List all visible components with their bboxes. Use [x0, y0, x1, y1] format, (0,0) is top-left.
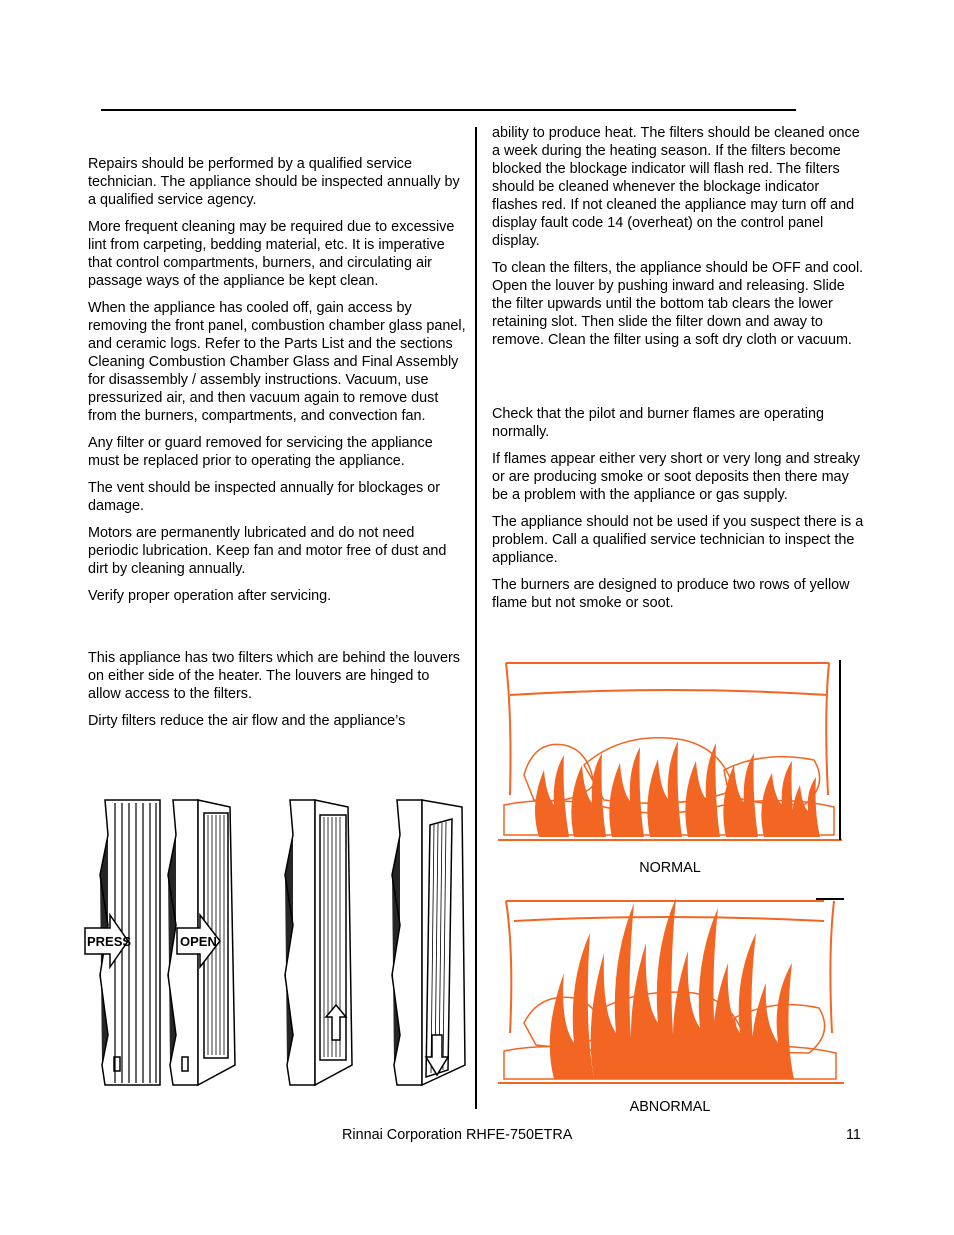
header-rule [101, 109, 796, 111]
page-number: 11 [846, 1127, 861, 1143]
paragraph: Verify proper operation after servicing. [88, 588, 332, 604]
footer-text: Rinnai Corporation RHFE-750ETRA [342, 1127, 573, 1143]
normal-caption: NORMAL [639, 860, 701, 876]
left-column [88, 155, 466, 739]
paragraph: More frequent cleaning may be required due to excessive lint from carpeting, bedding material, etc. It is imperative that control compartments, burners, and circulating air passage ways of the appliance be kept clean. [88, 219, 455, 289]
paragraph: Any filter or guard removed for servicing the appliance must be replaced prior to operating the appliance. [88, 435, 433, 469]
paragraph: The vent should be inspected annually for blockages or damage. [88, 480, 440, 514]
filter-slide-up-figure [285, 800, 352, 1085]
paragraph: Motors are permanently lubricated and do not need periodic lubrication. Keep fan and motor free of dust and dirt by cleaning annually. [88, 525, 447, 577]
tall-flame-row [550, 898, 794, 1079]
filter-slide-down-figure [392, 800, 465, 1085]
paragraph: The appliance should not be used if you suspect there is a problem. Call a qualified service technician to inspect the appliance. [492, 514, 864, 566]
paragraph: To clean the filters, the appliance should be OFF and cool. Open the louver by pushing inward and releasing. Slide the filter upwards until the bottom tab clears the lower retaining slot. Then slide the filter down and away to remove. Clean the filter using a soft dry cloth or vacuum. [492, 260, 864, 348]
paragraph: Repairs should be performed by a qualified service technician. The appliance should be inspected annually by a qualified service agency. [88, 156, 460, 208]
paragraph: This appliance has two filters which are behind the louvers on either side of the heater. The louvers are hinged to allow access to the filters. [88, 650, 460, 702]
normal-flame-illustration [494, 655, 846, 850]
paragraph: If flames appear either very short or very long and streaky or are producing smoke or soot deposits then there may be a problem with the appliance or gas supply. [492, 451, 860, 503]
open-label: OPEN [180, 934, 217, 949]
abnormal-caption: ABNORMAL [629, 1099, 711, 1115]
flame-row [535, 741, 820, 837]
paragraph: Dirty filters reduce the air flow and the appliance’s [88, 713, 406, 729]
paragraph: ability to produce heat. The filters should be cleaned once a week during the heating season. If the filters become blocked the blockage indicator will flash red. The filters should be cleaned whenever the blockage indicator flashes red. If not cleaned the appliance may turn off and display fault code 14 (overheat) on the control panel display. [492, 125, 860, 249]
column-divider [475, 127, 477, 1109]
right-column [492, 124, 868, 621]
abnormal-flame-illustration [494, 893, 846, 1090]
press-label: PRESS [87, 934, 132, 949]
paragraph: The burners are designed to produce two rows of yellow flame but not smoke or soot. [492, 577, 850, 611]
paragraph: When the appliance has cooled off, gain access by removing the front panel, combustion chamber glass panel, and ceramic logs. Refer to the Parts List and the sections Cleaning Combustion Chamber Glass and Final Assembly for disassembly / assembly instructions. Vacuum, use pressurized air, and then vacuum again to remove dust from the burners, compartments, and convection fan. [88, 300, 466, 424]
filter-removal-illustration [80, 795, 475, 1095]
paragraph: Check that the pilot and burner flames are operating normally. [492, 406, 824, 440]
